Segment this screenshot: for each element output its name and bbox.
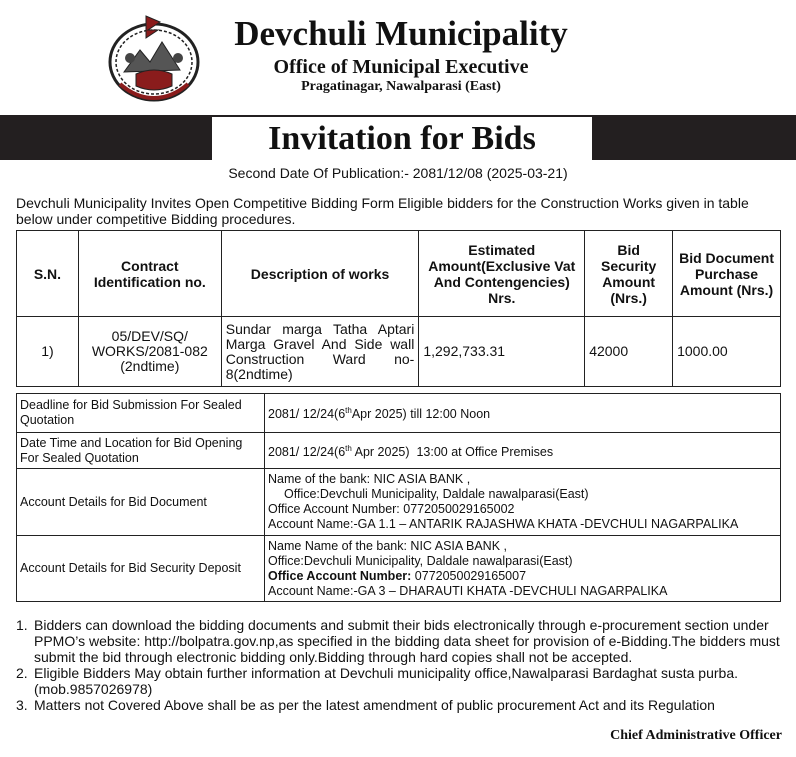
- note-text: Matters not Covered Above shall be as per the latest amendment of public procurement Act and its Regulation: [34, 697, 715, 713]
- bid-info-table: [16, 393, 781, 602]
- note-number: 3.: [16, 697, 28, 713]
- header-bid-security: Bid Security Amount (Nrs.): [585, 231, 673, 317]
- security-account-number-value: 0772050029165007: [411, 568, 527, 583]
- opening-suffix: th: [345, 443, 352, 453]
- deadline-label: Deadline for Bid Submission For Sealed Quotation: [17, 394, 265, 433]
- municipality-title: Devchuli Municipality: [234, 14, 568, 53]
- doc-account-label: Account Details for Bid Document: [17, 469, 265, 536]
- row-bid-security: 42000: [585, 317, 673, 387]
- security-office: Office:Devchuli Municipality, Daldale nawalparasi(East): [268, 553, 573, 568]
- row-sn: 1): [17, 317, 79, 387]
- nepal-government-emblem-icon: [106, 12, 202, 104]
- note-text: Eligible Bidders May obtain further information at Devchuli municipality office,Nawalparasi Bardaghat susta purba.(mob.9857026978): [34, 665, 738, 697]
- row-description: Sundar marga Tatha Aptari Marga Gravel And Side wall Construction Ward no-8(2ndtime): [221, 317, 419, 387]
- security-account-row: [17, 536, 781, 602]
- doc-bank-name: Name of the bank: NIC ASIA BANK ,: [268, 472, 471, 486]
- list-item: [16, 697, 786, 713]
- list-item: [16, 665, 786, 697]
- note-number: 1.: [16, 617, 28, 633]
- opening-value: [265, 433, 781, 469]
- row-estimated-amount: 1,292,733.31: [419, 317, 585, 387]
- signatory-title: Chief Administrative Officer: [610, 728, 782, 743]
- row-document-purchase: 1000.00: [673, 317, 781, 387]
- header-document-purchase: Bid Document Purchase Amount (Nrs.): [673, 231, 781, 317]
- header-sn: S.N.: [17, 231, 79, 317]
- security-account-number-label: Office Account Number:: [268, 568, 412, 583]
- opening-row: [17, 433, 781, 469]
- opening-label: Date Time and Location for Bid Opening For Sealed Quotation: [17, 433, 265, 469]
- letterhead: [0, 0, 796, 112]
- opening-date: 2081/ 12/24(6: [268, 445, 346, 460]
- header-description: Description of works: [221, 231, 419, 317]
- header-contract-id: Contract Identification no.: [78, 231, 221, 317]
- header-estimated-amount: Estimated Amount(Exclusive Vat And Contengencies) Nrs.: [419, 231, 585, 317]
- notes-list: [16, 617, 786, 713]
- publication-date: Second Date Of Publication:- 2081/12/08 (2025-03-21): [228, 165, 568, 181]
- security-account-name: Account Name:-GA 3 – DHARAUTI KHATA -DEVCHULI NAGARPALIKA: [268, 583, 668, 598]
- notice-title: Invitation for Bids: [212, 117, 592, 161]
- table-row: [17, 317, 781, 387]
- office-address: Pragatinagar, Nawalparasi (East): [301, 79, 501, 94]
- note-number: 2.: [16, 665, 28, 681]
- deadline-suffix: th: [345, 406, 352, 416]
- doc-account-name: Account Name:-GA 1.1 – ANTARIK RAJASHWA KHATA -DEVCHULI NAGARPALIKA: [268, 517, 739, 531]
- security-account-details: [265, 536, 781, 602]
- office-subtitle: Office of Municipal Executive: [273, 56, 529, 78]
- security-account-number: [268, 569, 777, 584]
- security-account-label: Account Details for Bid Security Deposit: [17, 536, 265, 602]
- deadline-value: [265, 394, 781, 433]
- list-item: [16, 617, 786, 665]
- security-bank-name: Name Name of the bank: NIC ASIA BANK ,: [268, 538, 507, 553]
- doc-office: Office:Devchuli Municipality, Daldale nawalparasi(East): [284, 487, 589, 501]
- works-table: [16, 230, 781, 387]
- doc-account-number: Office Account Number: 0772050029165002: [268, 502, 515, 516]
- note-text: Bidders can download the bidding documents and submit their bids electronically through e-procurement section under PPMO’s website: http://bolpatra.gov.np,as specified in the bidding data sheet for provision of e-Bidding.The bidders must submit the bid through electronic bidding only.Bidding through hard copies shall not be accepted.: [34, 617, 780, 665]
- intro-paragraph: Devchuli Municipality Invites Open Competitive Bidding Form Eligible bidders for the Construction Works given in table below under competitive Bidding procedures.: [16, 195, 749, 227]
- works-table-header-row: [17, 231, 781, 317]
- deadline-time: Apr 2025) till 12:00 Noon: [351, 407, 491, 422]
- opening-time: Apr 2025) 13:00 at Office Premises: [351, 445, 554, 460]
- row-contract-id: 05/DEV/SQ/ WORKS/2081-082 (2ndtime): [78, 317, 221, 387]
- deadline-date: 2081/ 12/24(6: [268, 407, 346, 422]
- doc-account-details: [265, 469, 781, 536]
- deadline-row: [17, 394, 781, 433]
- doc-account-row: [17, 469, 781, 536]
